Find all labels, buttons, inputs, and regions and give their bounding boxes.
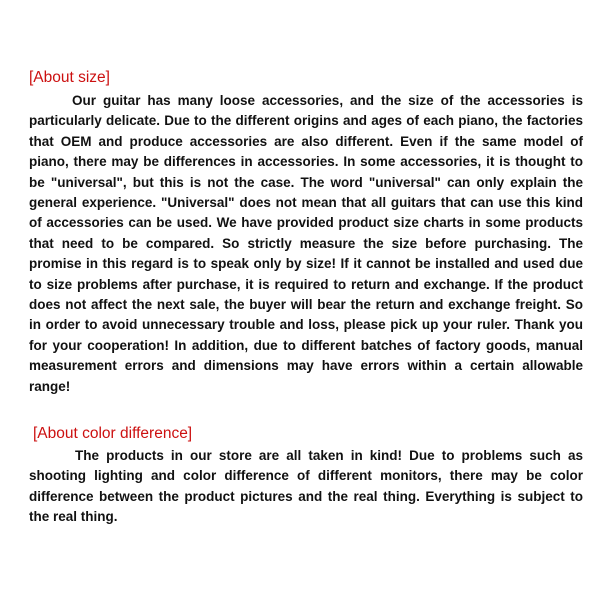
about-color-section <box>29 424 583 528</box>
about-color-heading: [About color difference] <box>33 425 193 442</box>
about-size-section <box>29 68 583 397</box>
about-color-text: The products in our store are all taken in kind! Due to problems such as shooting lighting and color difference of different monitors, there may be color difference between the product pictures and the real thing. Everything is subject to the real thing. <box>29 448 583 525</box>
about-size-text: Our guitar has many loose accessories, and the size of the accessories is particularly delicate. Due to the different origins and ages of each piano, the factories that OEM and produce accessories are also different. Even if the same model of piano, there may be differences in accessories. In some accessories, it is thought to be "universal", but this is not the case. The word "universal" can only explain the general experience. "Universal" does not mean that all guitars that can use this kind of accessories can be used. We have provided product size charts in some products that need to be compared. So strictly measure the size before purchasing. The promise in this regard is to speak only by size! If it cannot be installed and used due to size problems after purchase, it is required to return and exchange. If the product does not affect the next sale, the buyer will bear the return and exchange freight. So in order to avoid unnecessary trouble and loss, please pick up your ruler. Thank you for your cooperation! In addition, due to different batches of factory goods, manual measurement errors and dimensions may have errors within a certain allowable range! <box>29 93 583 394</box>
about-size-heading: [About size] <box>29 69 110 86</box>
